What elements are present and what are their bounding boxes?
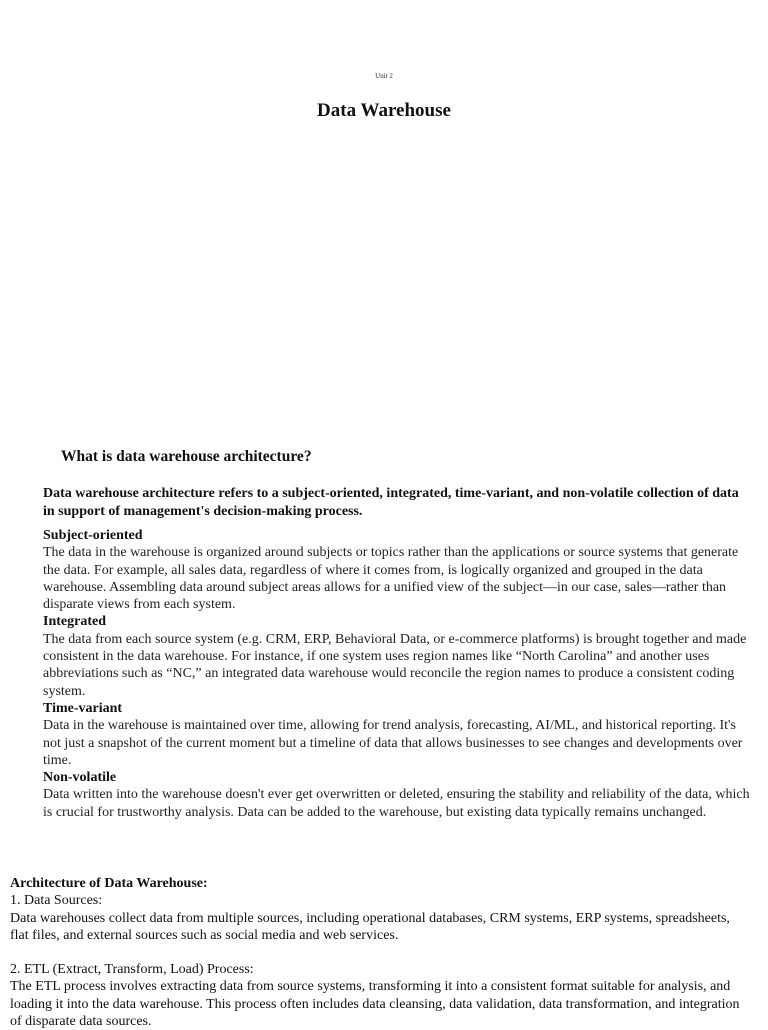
- characteristic-description: The data in the warehouse is organized around subjects or topics rather than the applications or source systems that generate the data. For example, all sales data, regardless of where it comes from, is logically organized and grouped in the data warehouse. Assembling data around subject areas allows for a unified view of the subject—in our case, sales—rather than disparate views from each system.: [43, 545, 739, 613]
- unit-label: Unit 2: [375, 72, 393, 80]
- document-title: Data Warehouse: [317, 100, 451, 121]
- architecture-item-heading: 2. ETL (Extract, Transform, Load) Process:: [10, 962, 254, 978]
- characteristic-term: Time-variant: [43, 700, 123, 716]
- characteristic-description: The data from each source system (e.g. CRM, ERP, Behavioral Data, or e-commerce platforms) is brought together and made consistent in the data warehouse. For instance, if one system uses region names like “North Carolina” and another uses abbreviations such as “NC,” an integrated data warehouse would reconcile the region names to produce a consistent coding system.: [43, 631, 747, 699]
- section-heading: What is data warehouse architecture?: [61, 448, 312, 465]
- section-intro: Data warehouse architecture refers to a subject-oriented, integrated, time-variant, and non-volatile collection of data in support of management's decision-making process.: [43, 486, 739, 519]
- architecture-item-text: The ETL process involves extracting data from source systems, transforming it into a consistent format suitable for analysis, and loading it into the data warehouse. This process often includes data cleansing, data validation, data transformation, and integration of disparate data sources.: [10, 979, 740, 1030]
- characteristic-description: Data in the warehouse is maintained over time, allowing for trend analysis, forecasting, AI/ML, and historical reporting. It's not just a snapshot of the current moment but a timeline of data that allows businesses to see changes and developments over time.: [43, 718, 743, 768]
- spacer: [10, 944, 750, 961]
- characteristic-term: Integrated: [43, 614, 106, 630]
- architecture-section: [10, 875, 750, 1030]
- architecture-item-heading: 1. Data Sources:: [10, 893, 103, 909]
- architecture-title: Architecture of Data Warehouse:: [10, 876, 208, 891]
- characteristic-term: Subject-oriented: [43, 528, 143, 543]
- characteristic-term: Non-volatile: [43, 770, 117, 786]
- characteristics-list: [43, 527, 753, 821]
- architecture-item-text: Data warehouses collect data from multiple sources, including operational databases, CRM systems, ERP systems, spreadsheets, flat files, and external sources such as social media and web services.: [10, 910, 730, 943]
- characteristic-description: Data written into the warehouse doesn't ever get overwritten or deleted, ensuring the stability and reliability of the data, which is crucial for trustworthy analysis. Data can be added to the warehouse, but existing data typically remains unchanged.: [43, 787, 750, 820]
